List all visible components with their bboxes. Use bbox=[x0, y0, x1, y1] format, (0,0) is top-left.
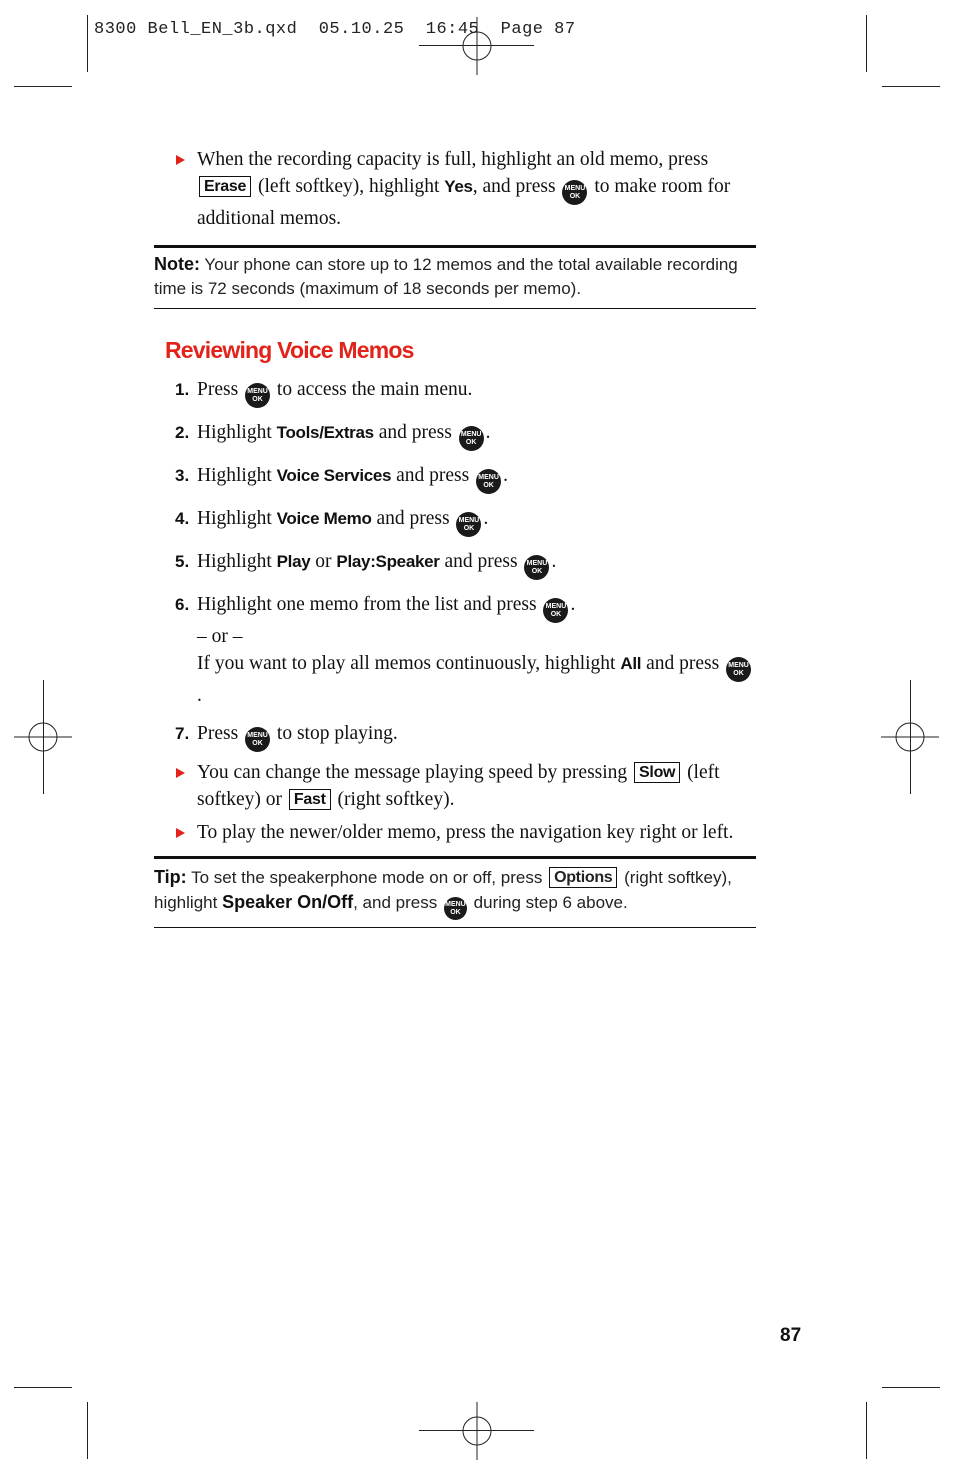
menu-ok-key-icon: MENU OK bbox=[245, 727, 270, 752]
step-2: 2. Highlight Tools/Extras and press MENU OK . bbox=[154, 419, 756, 451]
menu-ok-key-icon: MENU OK bbox=[456, 512, 481, 537]
tip-box: Tip: To set the speakerphone mode on or off, press Options (right softkey), highlight Speaker On/Off, and press MENU OK during step 6 above. bbox=[154, 856, 756, 928]
step-5: 5. Highlight Play or Play:Speaker and press MENU OK . bbox=[154, 548, 756, 580]
menu-ok-key-icon: MENU OK bbox=[524, 555, 549, 580]
or-separator: – or – bbox=[197, 626, 243, 647]
menu-ok-key-icon: MENU OK bbox=[476, 469, 501, 494]
step-7: 7. Press MENU OK to stop playing. bbox=[154, 720, 756, 752]
options-softkey: Options bbox=[549, 867, 617, 888]
crop-mark bbox=[87, 15, 88, 72]
section-heading: Reviewing Voice Memos bbox=[165, 337, 414, 363]
crop-mark bbox=[14, 1387, 72, 1388]
menu-ok-key-icon: MENU OK bbox=[444, 897, 467, 920]
menu-ok-key-icon: MENU OK bbox=[459, 426, 484, 451]
crop-mark bbox=[14, 86, 72, 87]
crop-mark bbox=[866, 1402, 867, 1459]
step-3: 3. Highlight Voice Services and press MENU OK . bbox=[154, 462, 756, 494]
note-box bbox=[154, 245, 756, 309]
bullet-navigation: To play the newer/older memo, press the navigation key right or left. bbox=[154, 819, 756, 846]
registration-mark-icon bbox=[448, 1402, 506, 1460]
crop-mark bbox=[87, 1402, 88, 1459]
fast-softkey: Fast bbox=[289, 789, 331, 810]
bullet-arrow-icon bbox=[176, 828, 185, 838]
crop-mark bbox=[882, 1387, 940, 1388]
menu-ok-key-icon: MENU OK bbox=[543, 598, 568, 623]
step-4: 4. Highlight Voice Memo and press MENU OK . bbox=[154, 505, 756, 537]
page-content bbox=[154, 146, 756, 928]
menu-ok-key-icon: MENU OK bbox=[726, 657, 751, 682]
bullet-erase-memo: When the recording capacity is full, highlight an old memo, press Erase (left softkey), highlight Yes, and press MENU OK to make room for additional memos. bbox=[154, 146, 756, 232]
registration-mark-icon bbox=[14, 708, 72, 766]
step-1: 1. Press MENU OK to access the main menu. bbox=[154, 376, 756, 408]
registration-mark-icon bbox=[448, 17, 506, 75]
bullet-playing-speed: You can change the message playing speed by pressing Slow (left softkey) or Fast (right softkey). bbox=[154, 759, 756, 813]
crop-mark bbox=[882, 86, 940, 87]
menu-ok-key-icon: MENU OK bbox=[245, 383, 270, 408]
bullet-arrow-icon bbox=[176, 155, 185, 165]
erase-softkey: Erase bbox=[199, 176, 251, 197]
page-number: 87 bbox=[780, 1325, 802, 1346]
slow-softkey: Slow bbox=[634, 762, 680, 783]
note-text: Your phone can store up to 12 memos and the total available recording time is 72 seconds (maximum of 18 seconds per memo). bbox=[154, 255, 738, 298]
note-label: Note: bbox=[154, 254, 200, 274]
tip-label: Tip: bbox=[154, 867, 187, 887]
bullet-arrow-icon bbox=[176, 768, 185, 778]
crop-mark bbox=[866, 15, 867, 72]
registration-mark-icon bbox=[881, 708, 939, 766]
menu-ok-key-icon: MENU OK bbox=[562, 180, 587, 205]
print-slug: 8300 Bell_EN_3b.qxd 05.10.25 16:45 Page 87 bbox=[94, 20, 576, 39]
step-6: 6. Highlight one memo from the list and press MENU OK . – or – If you want to play all memos continuously, highlight All and press MENU OK. bbox=[154, 591, 756, 709]
